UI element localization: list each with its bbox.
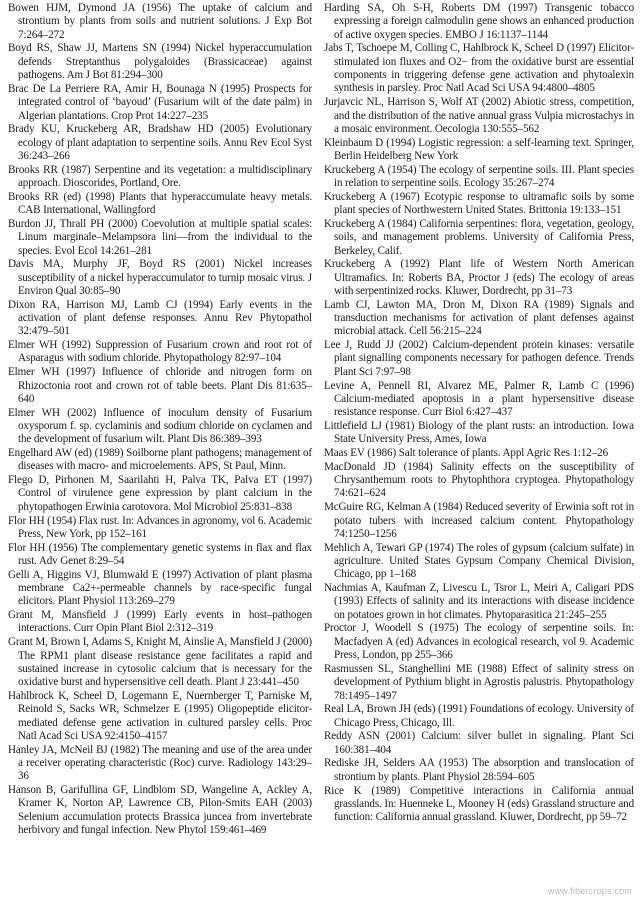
reference-entry: Elmer WH (1997) Influence of chloride and nitrogen form on Rhizoctonia root and crown rot of table beets. Plant Dis 81:635–640 bbox=[8, 366, 312, 405]
reference-entry: Brac De La Perriere RA, Amir H, Bounaga N (1995) Prospects for integrated control of ‘bayoud’ (Fusarium wilt of the date palm) in Algerian plantations. Crop Prot 14:227–235 bbox=[8, 82, 312, 122]
reference-entry: Flor HH (1956) The complementary genetic systems in flax and flax rust. Adv Genet 8:29–54 bbox=[8, 541, 312, 567]
reference-entry: Rediske JH, Selders AA (1953) The absorption and translocation of strontium by plants. Plant Physiol 28:594–605 bbox=[324, 757, 634, 783]
reference-column-right bbox=[324, 2, 634, 825]
reference-entry: Brooks RR (1987) Serpentine and its vegetation: a multidisciplinary approach. Dioscorides, Portland, Ore. bbox=[8, 163, 312, 190]
reference-entry: Engelhard AW (ed) (1989) Soilborne plant pathogens; management of diseases with macro- and microelements. APS, St Paul, Minn. bbox=[8, 447, 312, 473]
reference-column-left bbox=[8, 2, 312, 838]
reference-entry: Harding SA, Oh S-H, Roberts DM (1997) Transgenic tobacco expressing a foreign calmodulin gene shows an enhanced production of active oxygen species. EMBO J 16:1137–1144 bbox=[324, 2, 634, 41]
reference-entry: Lee J, Rudd JJ (2002) Calcium-dependent protein kinases: versatile plant signalling components necessary for pathogen defence. Trends Plant Sci 7:97–98 bbox=[324, 339, 634, 378]
reference-entry: Proctor J, Woodell S (1975) The ecology of serpentine soils. In: Macfadyen A (ed) Advances in ecological research, vol 9. Academic Press, London, pp 255–366 bbox=[324, 622, 634, 662]
reference-entry: Grant M, Brown I, Adams S, Knight M, Ainslie A, Mansfield J (2000) The RPM1 plant disease resistance gene facilitates a rapid and sustained increase in cytosolic calcium that is necessary for the oxidative burst and hypersensitive cell death. Plant J 23:441–450 bbox=[8, 636, 312, 689]
reference-entry: Kleinbaum D (1994) Logistic regression: a self-learning text. Springer, Berlin Heidelberg New York bbox=[324, 136, 634, 162]
watermark-text: www.fibercrops.com bbox=[547, 886, 632, 896]
reference-entry: Kruckeberg A (1954) The ecology of serpentine soils. III. Plant species in relation to serpentine soils. Ecology 35:267–274 bbox=[324, 163, 634, 190]
reference-entry: Reddy ASN (2001) Calcium: silver bullet in signaling. Plant Sci 160:381–404 bbox=[324, 730, 634, 756]
reference-entry: Dixon RA, Harrison MJ, Lamb CJ (1994) Early events in the activation of plant defense responses. Annu Rev Phytopathol 32:479–501 bbox=[8, 298, 312, 338]
reference-entry: Davis MA, Murphy JF, Boyd RS (2001) Nickel increases susceptibility of a nickel hyperaccumulator to turnip mosaic virus. J Environ Qual 30:85–90 bbox=[8, 258, 312, 297]
reference-entry: Jabs T, Tschoepe M, Colling C, Hahlbrock K, Scheel D (1997) Elicitor-stimulated ion fluxes and O2− from the oxidative burst are essential components in triggering defense gene activation and phytoalexin synthesis in parsley. Proc Natl Acad Sci USA 94:4800–4805 bbox=[324, 42, 634, 95]
reference-entry: Levine A, Pennell RI, Alvarez ME, Palmer R, Lamb C (1996) Calcium-mediated apoptosis in a plant hypersensitive disease resistance response. Curr Biol 6:427–437 bbox=[324, 379, 634, 419]
reference-entry: Burdon JJ, Thrall PH (2000) Coevolution at multiple spatial scales: Linum marginale–Melampsora lini—from the individual to the species. Evol Ecol 14:261–281 bbox=[8, 217, 312, 257]
reference-entry: Kruckeberg A (1992) Plant life of Western North American Ultramafics. In: Roberts BA, Proctor J (eds) The ecology of areas with serpentinized rocks. Kluwer, Dordrecht, pp 31–73 bbox=[324, 258, 634, 297]
reference-entry: Hanley JA, McNeil BJ (1982) The meaning and use of the area under a receiver operating characteristic (Roc) curve. Radiology 143:29–36 bbox=[8, 743, 312, 783]
reference-entry: Real LA, Brown JH (eds) (1991) Foundations of ecology. University of Chicago Press, Chicago, Ill. bbox=[324, 703, 634, 729]
reference-entry: Hahlbrock K, Scheel D, Logemann E, Nuernberger T, Parniske M, Reinold S, Sacks WR, Schmelzer E (1995) Oligopeptide elicitor-mediated defense gene activation in cultured parsley cells. Proc Natl Acad Sci USA 92:4150–4157 bbox=[8, 689, 312, 742]
reference-entry: Kruckeberg A (1967) Ecotypic response to ultramafic soils by some plant species of Northwestern United States. Brittonia 19:133–151 bbox=[324, 190, 634, 217]
reference-entry: Elmer WH (2002) Influence of inoculum density of Fusarium oxysporum f. sp. cyclaminis and sodium chloride on cyclamen and the development of fusarium wilt. Plant Dis 86:389–393 bbox=[8, 406, 312, 446]
reference-entry: Rasmussen SL, Stanghellini ME (1988) Effect of salinity stress on development of Pythium blight in Agrostis palustris. Phytopathology 78:1495–1497 bbox=[324, 662, 634, 702]
reference-entry: Kruckeberg A (1984) California serpentines: flora, vegetation, geology, soils, and management problems. University of California Press, Berkeley, Calif. bbox=[324, 217, 634, 257]
reference-entry: Boyd RS, Shaw JJ, Martens SN (1994) Nickel hyperaccumulation defends Streptanthus polygaloides (Brassicaceae) against pathogens. Am J Bot 81:294–300 bbox=[8, 42, 312, 82]
reference-entry: MacDonald JD (1984) Salinity effects on the susceptibility of Chrysanthemum roots to Phytophthora cryptogea. Phytopathology 74:621–624 bbox=[324, 460, 634, 500]
reference-entry: Gelli A, Higgins VJ, Blumwald E (1997) Activation of plant plasma membrane Ca2+-permeable channels by race-specific fungal elicitors. Plant Physiol 113:269–279 bbox=[8, 568, 312, 608]
reference-entry: Lamb CJ, Lawton MA, Dron M, Dixon RA (1989) Signals and transduction mechanisms for activation of plant defenses against microbial attack. Cell 56:215–224 bbox=[324, 298, 634, 338]
reference-entry: McGuire RG, Kelman A (1984) Reduced severity of Erwinia soft rot in potato tubers with increased calcium content. Phytopathology 74:1250–1256 bbox=[324, 501, 634, 540]
reference-entry: Brady KU, Kruckeberg AR, Bradshaw HD (2005) Evolutionary ecology of plant adaptation to serpentine soils. Annu Rev Ecol Syst 36:243–266 bbox=[8, 123, 312, 162]
reference-entry: Mehlich A, Tewari GP (1974) The roles of gypsum (calcium sulfate) in agriculture. United States Gypsum Company Chemical Division, Chicago, pp 1–168 bbox=[324, 541, 634, 581]
reference-entry: Brooks RR (ed) (1998) Plants that hyperaccumulate heavy metals. CAB International, Wallingford bbox=[8, 190, 312, 217]
reference-entry: Elmer WH (1992) Suppression of Fusarium crown and root rot of Asparagus with sodium chloride. Phytopathology 82:97–104 bbox=[8, 339, 312, 365]
reference-entry: Rice K (1989) Competitive interactions in California annual grasslands. In: Huenneke L, Mooney H (eds) Grassland structure and function: California annual grassland. Kluwer, Dordrecht, pp 59–72 bbox=[324, 784, 634, 824]
reference-entry: Maas EV (1986) Salt tolerance of plants. Appl Agric Res 1:12–26 bbox=[324, 447, 609, 460]
reference-entry: Jurjavcic NL, Harrison S, Wolf AT (2002) Abiotic stress, competition, and the distribution of the native annual grass Vulpia microstachys in a mosaic environment. Oecologia 130:555–562 bbox=[324, 96, 634, 135]
reference-entry: Littlefield LJ (1981) Biology of the plant rusts: an introduction. Iowa State University Press, Ames, Iowa bbox=[324, 419, 634, 446]
reference-entry: Nachmias A, Kaufman Z, Livescu L, Tsror L, Meiri A, Caligari PDS (1993) Effects of salinity and its interactions with disease incidence on potatoes grown in hot climates. Phytoparasitica 21:245–255 bbox=[324, 582, 634, 621]
reference-entry: Flego D, Pirhonen M, Saarilahti H, Palva TK, Palva ET (1997) Control of virulence gene expression by plant calcium in the phytopathogen Erwinia carotovora. Mol Microbiol 25:831–838 bbox=[8, 474, 312, 513]
reference-entry: Grant M, Mansfield J (1999) Early events in host–pathogen interactions. Curr Opin Plant Biol 2:312–319 bbox=[8, 609, 312, 635]
reference-entry: Flor HH (1954) Flax rust. In: Advances in agronomy, vol 6. Academic Press, New York, pp 152–161 bbox=[8, 514, 312, 540]
reference-entry: Hanson B, Garifullina GF, Lindblom SD, Wangeline A, Ackley A, Kramer K, Norton AP, Lawrence CB, Pilon-Smits EAH (2003) Selenium accumulation protects Brassica juncea from invertebrate herbivory and fungal infection. New Phytol 159:461–469 bbox=[8, 784, 312, 837]
reference-entry: Bowen HJM, Dymond JA (1956) The uptake of calcium and strontium by plants from soils and nutrient solutions. J Exp Bot 7:264–272 bbox=[8, 2, 312, 41]
